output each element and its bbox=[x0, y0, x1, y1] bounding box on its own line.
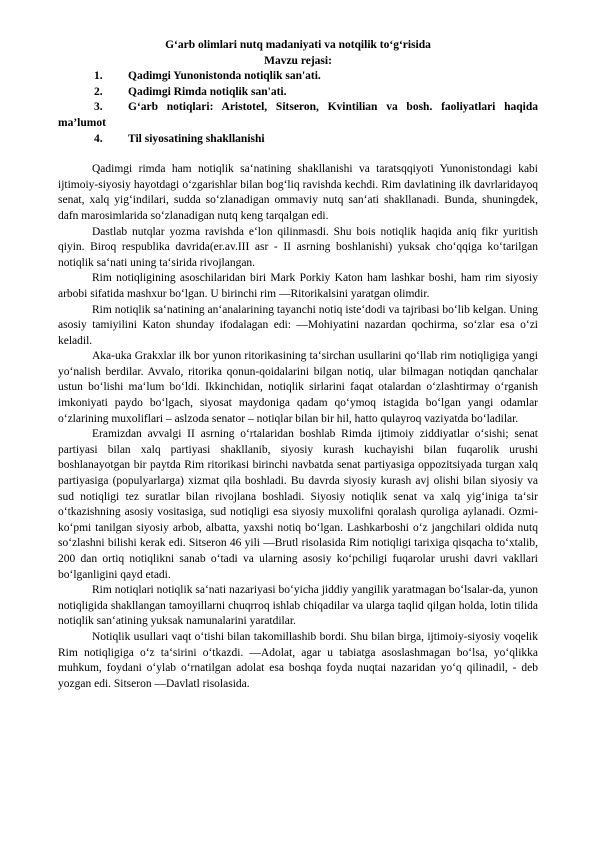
outline-item bbox=[58, 100, 538, 131]
outline-number: 1. bbox=[94, 70, 103, 83]
outline-item bbox=[58, 132, 538, 148]
outline-list bbox=[58, 69, 538, 147]
outline-number: 3. bbox=[94, 101, 103, 114]
outline-text: Til siyosatining shakllanishi bbox=[128, 132, 265, 145]
paragraph: Aka-uka Grakxlar ilk bor yunon ritorikasining ta‘sirchan usullarini qo‘llab rim notiqligiga yangi yo‘nalish berdilar. Avvalo, ritorika qonun-qoidalarini bilgan notiq, ular bilmagan notiqdan qanchalar ustun bo‘lishi ma‘lum bo‘ldi. Ikkinchidan, notiqlik sirlarini faqat otalardan o‘zlashtirmay o‘rganish imkoniyati paydo bo‘lgach, siyosat maydoniga qadam qo‘ymoq istagida bo‘lgan yangi odamlar o‘zlarining muxoliflari – aslzoda senator – notiqlar bilan bir hil, hatto qulayroq vaziyatda bo‘ladilar. bbox=[58, 350, 538, 425]
outline-text: Qadimgi Yunonistonda notiqlik san'ati. bbox=[128, 70, 321, 83]
page-title: G‘arb olimlari nutq madaniyati va notqilik to‘g‘risida bbox=[165, 39, 431, 51]
outline-text: G‘arb notiqlari: Aristotel, Sitseron, Kvintilian va bosh. faoliyatlari haqida ma’lumot bbox=[58, 101, 538, 129]
outline-number: 4. bbox=[94, 132, 103, 145]
outline-item bbox=[58, 85, 538, 101]
body-text bbox=[58, 162, 538, 692]
paragraph: Notiqlik usullari vaqt o‘tishi bilan takomillashib bordi. Shu bilan birga, ijtimoiy-siyosiy voqelik Rim notiqligiga o‘z ta‘sirini o‘tkazdi. ―Adolat, agar u tabiatga asoslashmagan bo‘lsa, yo‘qlikka muhkum, foydani o‘ylab o‘rnatilgan adolat esa boshqa foyda nuqtai nazaridan yo‘q qilinadil, - deb yozgan edi. Sitseron ―Davlatl risolasida. bbox=[58, 630, 538, 690]
outline-number: 2. bbox=[94, 85, 103, 98]
paragraph: Qadimgi rimda ham notiqlik sa‘natining shakllanishi va taratsqqiyoti Yunonistondagi kabi ijtimoiy-siyosiy hayotdagi o‘zgarishlar bilan bog‘liq ravishda kechdi. Rim davlatining ilk davrlaridayoq senat, xalq yig‘indilari, sudda so‘zlanadigan ommaviy nutq san‘ati shakllanadi. Bunda, shuningdek, dafn marosimlarida so‘zlanadigan nutq keng tarqalgan edi. bbox=[58, 163, 538, 222]
paragraph: Rim notiqlari notiqlik sa‘nati nazariyasi bo‘yicha jiddiy yangilik yaratmagan bo‘lsalar-da, yunon notiqligida shakllangan tamoyillarni chuqrroq ishlab chiqadilar va ularga taqlid qilgan holda, lotin tilida notiqlik san‘atining yuksak namunalarini yaratdilar. bbox=[58, 584, 538, 628]
outline-item bbox=[58, 69, 538, 85]
paragraph: Rim notiqligining asoschilaridan biri Mark Porkiy Katon ham lashkar boshi, ham rim siyosiy arbobi sifatida mashxur bo‘lgan. U birinchi rim ―Ritorikalsini yaratgan olimdir. bbox=[58, 272, 538, 300]
paragraph: Dastlab nutqlar yozma ravishda e‘lon qilinmasdi. Shu bois notiqlik haqida aniq fikr yuritish qiyin. Biroq respublika davrida(er.av.III asr - II asrning boshlanishi) yuksak cho‘qqiga ko‘tarilgan notiqlik sa‘nati uning ta‘sirida rivojlangan. bbox=[58, 225, 538, 269]
paragraph: Rim notiqlik sa‘natining an‘analarining tayanchi notiq iste‘dodi va tajribasi bo‘lib kelgan. Uning asosiy tamiyilini Katon shunday ifodalagan edi: ―Mohiyatini nazardan qochirma, so‘zlar esa o‘zi keladil. bbox=[58, 303, 538, 347]
outline-text: Qadimgi Rimda notiqlik san'ati. bbox=[128, 85, 287, 98]
outline-heading: Mavzu rejasi: bbox=[264, 54, 332, 67]
paragraph: Eramizdan avvalgi II asrning o‘rtalaridan boshlab Rimda ijtimoiy ziddiyatlar o‘sishi; senat partiyasi bilan xalq partiyasi shakllanib, siyosiy kurash kuchayishi bilan fuqarolik urushi boshlanayotgan bir paytda Rim ritorikasi birinchi navbatda senat partiyasiga oppozitsiyada turgan xalq partiyasiga (populyarlarga) xizmat qila boshladi. Bu davrda siyosiy kurash avj olishi bilan siyosiy va sud notiqligi tez suratlar bilan rivojlana boshladi. Siyosiy notiqlik senat va xalq yig‘iniga ta‘sir o‘tkazishning asosiy vositasiga, sud notiqligi esa siyosiy muxolifni qoralash quroliga aylanadi. Ozmi-ko‘pmi tanilgan siyosiy arbob, albatta, yaxshi notiq bo‘lgan. Lashkarboshi o‘z jangchilari oldida nutq so‘zlashni bilishi kerak edi. Sitseron 46 yili ―Brutl risolasida Rim notiqligi tarixiga qisqacha to‘xtalib, 200 dan ortiq notiqlikni sanab o‘tadi va ularning asosiy ko‘pchiligi fuqarolar urushi davri vakllari bo‘lganligini qayd etadi. bbox=[58, 428, 538, 581]
